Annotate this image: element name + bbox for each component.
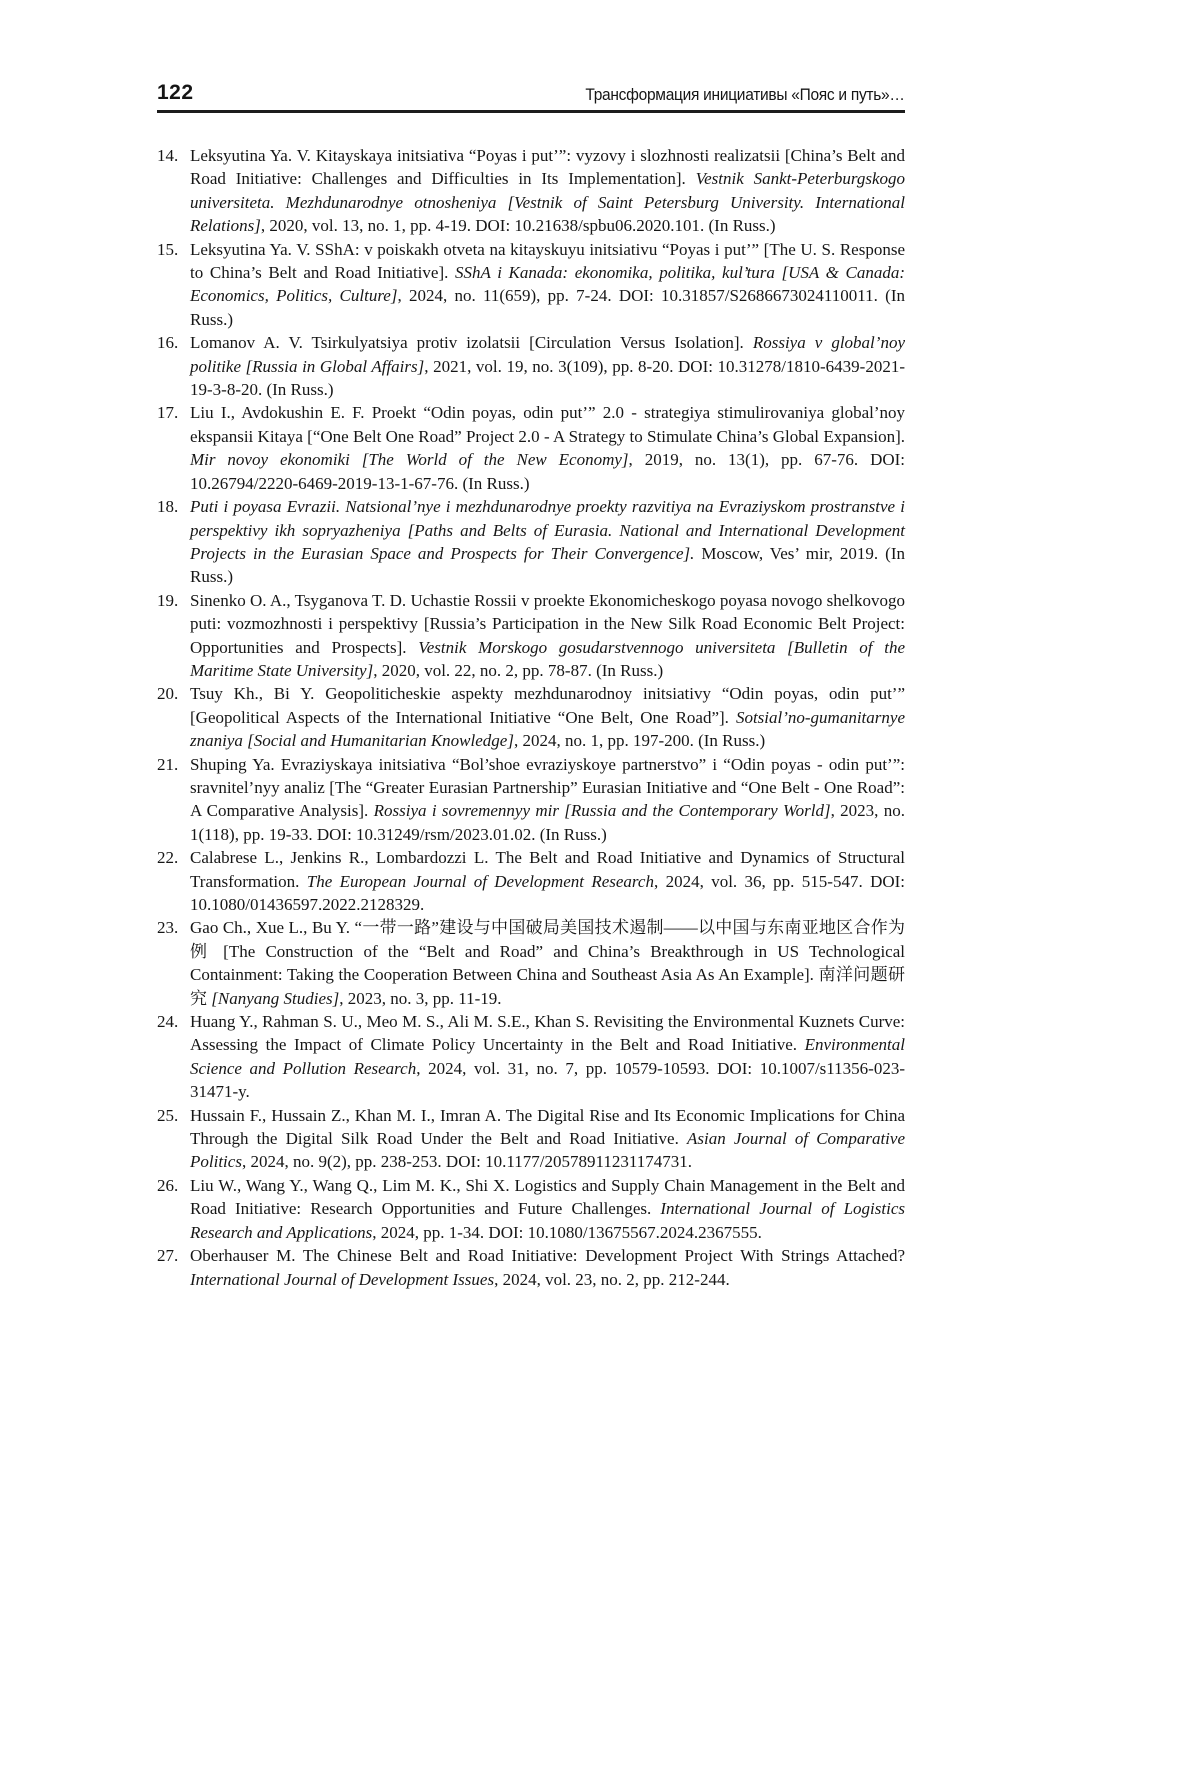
- reference-item: [157, 401, 905, 495]
- reference-number: 15.: [157, 239, 179, 259]
- reference-item: [157, 495, 905, 589]
- reference-text: Liu W., Wang Y., Wang Q., Lim M. K., Shi X. Logistics and Supply Chain Management in the Belt and Road Initiative: Research Opportunities and Future Challenges. International Journal of Logistics Research and Applications, 2024, pp. 1-34. DOI: 10.1080/13675567.2024.2367555.: [190, 1175, 905, 1242]
- reference-item: [157, 1104, 905, 1174]
- reference-number: 21.: [157, 754, 179, 774]
- running-title: Трансформация инициативы «Пояс и путь»…: [585, 85, 905, 104]
- reference-text: Leksyutina Ya. V. Kitayskaya initsiativa “Poyas i put’”: vyzovy i slozhnosti realizatsii [China’s Belt and Road Initiative: Challenges and Difficulties in Its Implementation]. Vestnik Sankt-Peterburgskogo universiteta. Mezhdunarodnye otnosheniya [Vestnik of Saint Petersburg University. International Relations], 2020, vol. 13, no. 1, pp. 4-19. DOI: 10.21638/spbu06.2020.101. (In Russ.): [190, 146, 905, 236]
- reference-number: 18.: [157, 497, 179, 517]
- reference-number: 17.: [157, 403, 179, 423]
- running-header: [157, 82, 905, 113]
- reference-item: [157, 144, 905, 238]
- reference-number: 27.: [157, 1246, 179, 1266]
- reference-text: Leksyutina Ya. V. SShA: v poiskakh otveta na kitayskuyu initsiativu “Poyas i put’” [The U. S. Response to China’s Belt and Road Initiative]. SShA i Kanada: ekonomika, politika, kul’tura [USA & Canada: Economics, Politics, Culture], 2024, no. 11(659), pp. 7-24. DOI: 10.31857/S2686673024110011. (In Russ.): [190, 239, 905, 329]
- reference-number: 22.: [157, 848, 179, 868]
- reference-item: [157, 682, 905, 752]
- reference-list: [157, 144, 905, 1291]
- reference-text: Puti i poyasa Evrazii. Natsional’nye i mezhdunarodnye proekty razvitiya na Evraziyskom prostranstve i perspektivy ikh sopryazheniya [Paths and Belts of Eurasia. National and International Development Projects in the Eurasian Space and Prospects for Their Convergence]. Moscow, Ves’ mir, 2019. (In Russ.): [190, 497, 905, 587]
- reference-text: Oberhauser M. The Chinese Belt and Road Initiative: Development Project With Strings Attached? International Journal of Development Issues, 2024, vol. 23, no. 2, pp. 212-244.: [190, 1246, 905, 1289]
- reference-text: Huang Y., Rahman S. U., Meo M. S., Ali M. S.E., Khan S. Revisiting the Environmental Kuznets Curve: Assessing the Impact of Climate Policy Uncertainty in the Belt and Road Initiative. Environmental Science and Pollution Research, 2024, vol. 31, no. 7, pp. 10579-10593. DOI: 10.1007/s11356-023-31471-y.: [190, 1012, 905, 1102]
- reference-number: 25.: [157, 1105, 179, 1125]
- reference-text: Liu I., Avdokushin E. F. Proekt “Odin poyas, odin put’” 2.0 - strategiya stimulirovaniya global’noy ekspansii Kitaya [“One Belt One Road” Project 2.0 - A Strategy to Stimulate China’s Global Expansion]. Mir novoy ekonomiki [The World of the New Economy], 2019, no. 13(1), pp. 67-76. DOI: 10.26794/2220-6469-2019-13-1-67-76. (In Russ.): [190, 403, 906, 493]
- reference-item: [157, 916, 905, 1010]
- reference-number: 16.: [157, 333, 179, 353]
- reference-text: Hussain F., Hussain Z., Khan M. I., Imran A. The Digital Rise and Its Economic Implications for China Through the Digital Silk Road Under the Belt and Road Initiative. Asian Journal of Comparative Politics, 2024, no. 9(2), pp. 238-253. DOI: 10.1177/20578911231174731.: [190, 1105, 905, 1172]
- reference-text: Lomanov A. V. Tsirkulyatsiya protiv izolatsii [Circulation Versus Isolation]. Rossiya v global’noy politike [Russia in Global Affairs], 2021, vol. 19, no. 3(109), pp. 8-20. DOI: 10.31278/1810-6439-2021-19-3-8-20. (In Russ.): [190, 333, 905, 400]
- reference-item: [157, 238, 905, 332]
- reference-item: [157, 589, 905, 683]
- reference-text: Tsuy Kh., Bi Y. Geopoliticheskie aspekty mezhdunarodnoy initsiativy “Odin poyas, odin put’” [Geopolitical Aspects of the International Initiative “One Belt, One Road”]. Sotsial’no-gumanitarnye znaniya [Social and Humanitarian Knowledge], 2024, no. 1, pp. 197-200. (In Russ.): [190, 684, 905, 751]
- reference-text: Calabrese L., Jenkins R., Lombardozzi L. The Belt and Road Initiative and Dynamics of Structural Transformation. The European Journal of Development Research, 2024, vol. 36, pp. 515-547. DOI: 10.1080/01436597.2022.2128329.: [190, 848, 906, 914]
- reference-number: 20.: [157, 684, 179, 704]
- reference-item: [157, 1010, 905, 1104]
- reference-item: [157, 753, 905, 847]
- reference-number: 24.: [157, 1012, 179, 1032]
- reference-item: [157, 1244, 905, 1291]
- reference-number: 19.: [157, 590, 179, 610]
- text-block: [157, 82, 905, 1291]
- page-number: 122: [157, 81, 194, 104]
- reference-text: Shuping Ya. Evraziyskaya initsiativa “Bol’shoe evraziyskoye partnerstvo” i “Odin poyas - odin put’”: sravnitel’nyy analiz [The “Greater Eurasian Partnership” Eurasian Initiative and “One Belt - One Road”: A Comparative Analysis]. Rossiya i sovremennyy mir [Russia and the Contemporary World], 2023, no. 1(118), pp. 19-33. DOI: 10.31249/rsm/2023.01.02. (In Russ.): [190, 754, 905, 844]
- reference-number: 26.: [157, 1175, 179, 1195]
- reference-number: 23.: [157, 918, 179, 938]
- reference-number: 14.: [157, 146, 179, 165]
- reference-text: Gao Ch., Xue L., Bu Y. “一带一路”建设与中国破局美国技术遏制——以中国与东南亚地区合作为例 [The Construction of the “Belt and Road” and China’s Breakthrough in US Technological Containment: Taking the Cooperation Between China and Southeast Asia As An Example]. 南洋问题研究 [Nanyang Studies], 2023, no. 3, pp. 11-19.: [190, 918, 905, 1008]
- reference-item: [157, 1174, 905, 1244]
- reference-item: [157, 846, 905, 916]
- reference-text: Sinenko O. A., Tsyganova T. D. Uchastie Rossii v proekte Ekonomicheskogo poyasa novogo shelkovogo puti: vozmozhnosti i perspektivy [Russia’s Participation in the New Silk Road Economic Belt Project: Opportunities and Prospects]. Vestnik Morskogo gosudarstvennogo universiteta [Bulletin of the Maritime State University], 2020, vol. 22, no. 2, pp. 78-87. (In Russ.): [190, 590, 905, 680]
- reference-item: [157, 331, 905, 401]
